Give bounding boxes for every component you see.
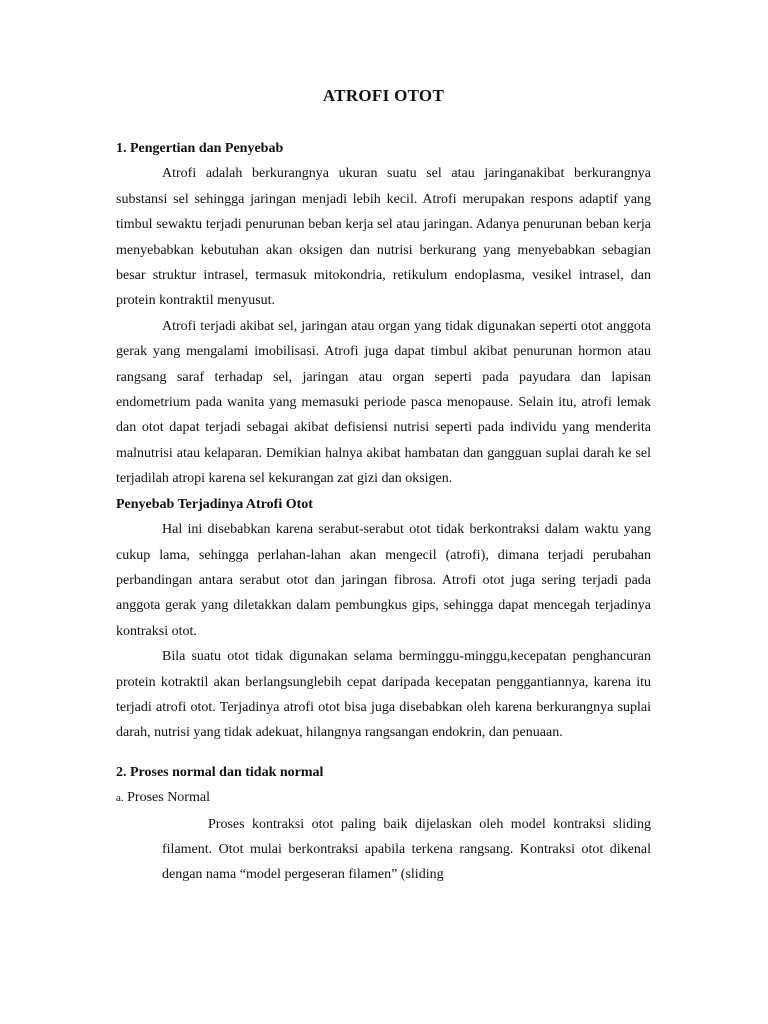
subsection-heading-label: Proses Normal <box>127 790 210 806</box>
list-marker: a. <box>116 792 124 805</box>
document-title: ATROFI OTOT <box>322 86 445 105</box>
section-heading-penyebab: Penyebab Terjadinya Atrofi Otot <box>116 496 313 512</box>
paragraph: Hal ini disebabkan karena serabut-serabut otot tidak berkontraksi dalam waktu yang cukup lama, sehingga perlahan-lahan akan mengecil (atrofi), dimana terjadi perubahan perbandingan antara serabut otot dan jaringan fibrosa. Atrofi otot juga sering terjadi pada anggota gerak yang diletakkan dalam pembungkus gips, sehingga dapat mencegah terjadinya kontraksi otot. <box>116 522 651 639</box>
paragraph: Atrofi adalah berkurangnya ukuran suatu sel atau jaringanakibat berkurangnya substansi sel sehingga jaringan menjadi lebih kecil. Atrofi merupakan respons adaptif yang timbul sewaktu terjadi penurunan beban kerja sel atau jaringan. Adanya penurunan beban kerja menyebabkan kebutuhan akan oksigen dan nutrisi berkurang yang menyebabkan sebagian besar struktur intrasel, termasuk mitokondria, retikulum endoplasma, vesikel intrasel, dan protein kontraktil menyusut. <box>116 166 651 309</box>
paragraph: Proses kontraksi otot paling baik dijelaskan oleh model kontraksi sliding filament. Otot mulai berkontraksi apabila terkena rangsang. Kontraksi otot dikenal dengan nama “model pergeseran filamen” (sliding <box>162 816 651 883</box>
subsection-heading-proses-normal <box>116 785 651 811</box>
section-heading-proses: 2. Proses normal dan tidak normal <box>116 764 324 780</box>
section-heading-pengertian: 1. Pengertian dan Penyebab <box>116 141 284 156</box>
paragraph: Atrofi terjadi akibat sel, jaringan atau organ yang tidak digunakan seperti otot anggota gerak yang mengalami imobilisasi. Atrofi juga dapat timbul akibat penurunan hormon atau rangsang saraf terhadap sel, jaringan atau organ seperti pada payudara dan lapisan endometrium pada wanita yang memasuki periode pasca menopause. Selain itu, atrofi lemak dan otot dapat terjadi sebagai akibat defisiensi nutrisi seperti pada individu yang menderita malnutrisi atau kelaparan. Demikian halnya akibat hambatan dan gangguan suplai darah ke sel terjadilah atropi karena sel kekurangan zat gizi dan oksigen. <box>116 318 651 487</box>
paragraph: Bila suatu otot tidak digunakan selama berminggu-minggu,kecepatan penghancuran protein kotraktil akan berlangsunglebih cepat daripada kecepatan penggantiannya, karena itu terjadi atrofi otot. Terjadinya atrofi otot bisa juga disebabkan oleh karena berkurangnya suplai darah, nutrisi yang tidak adekuat, hilangnya rangsangan endokrin, dan penuaan. <box>116 649 651 741</box>
